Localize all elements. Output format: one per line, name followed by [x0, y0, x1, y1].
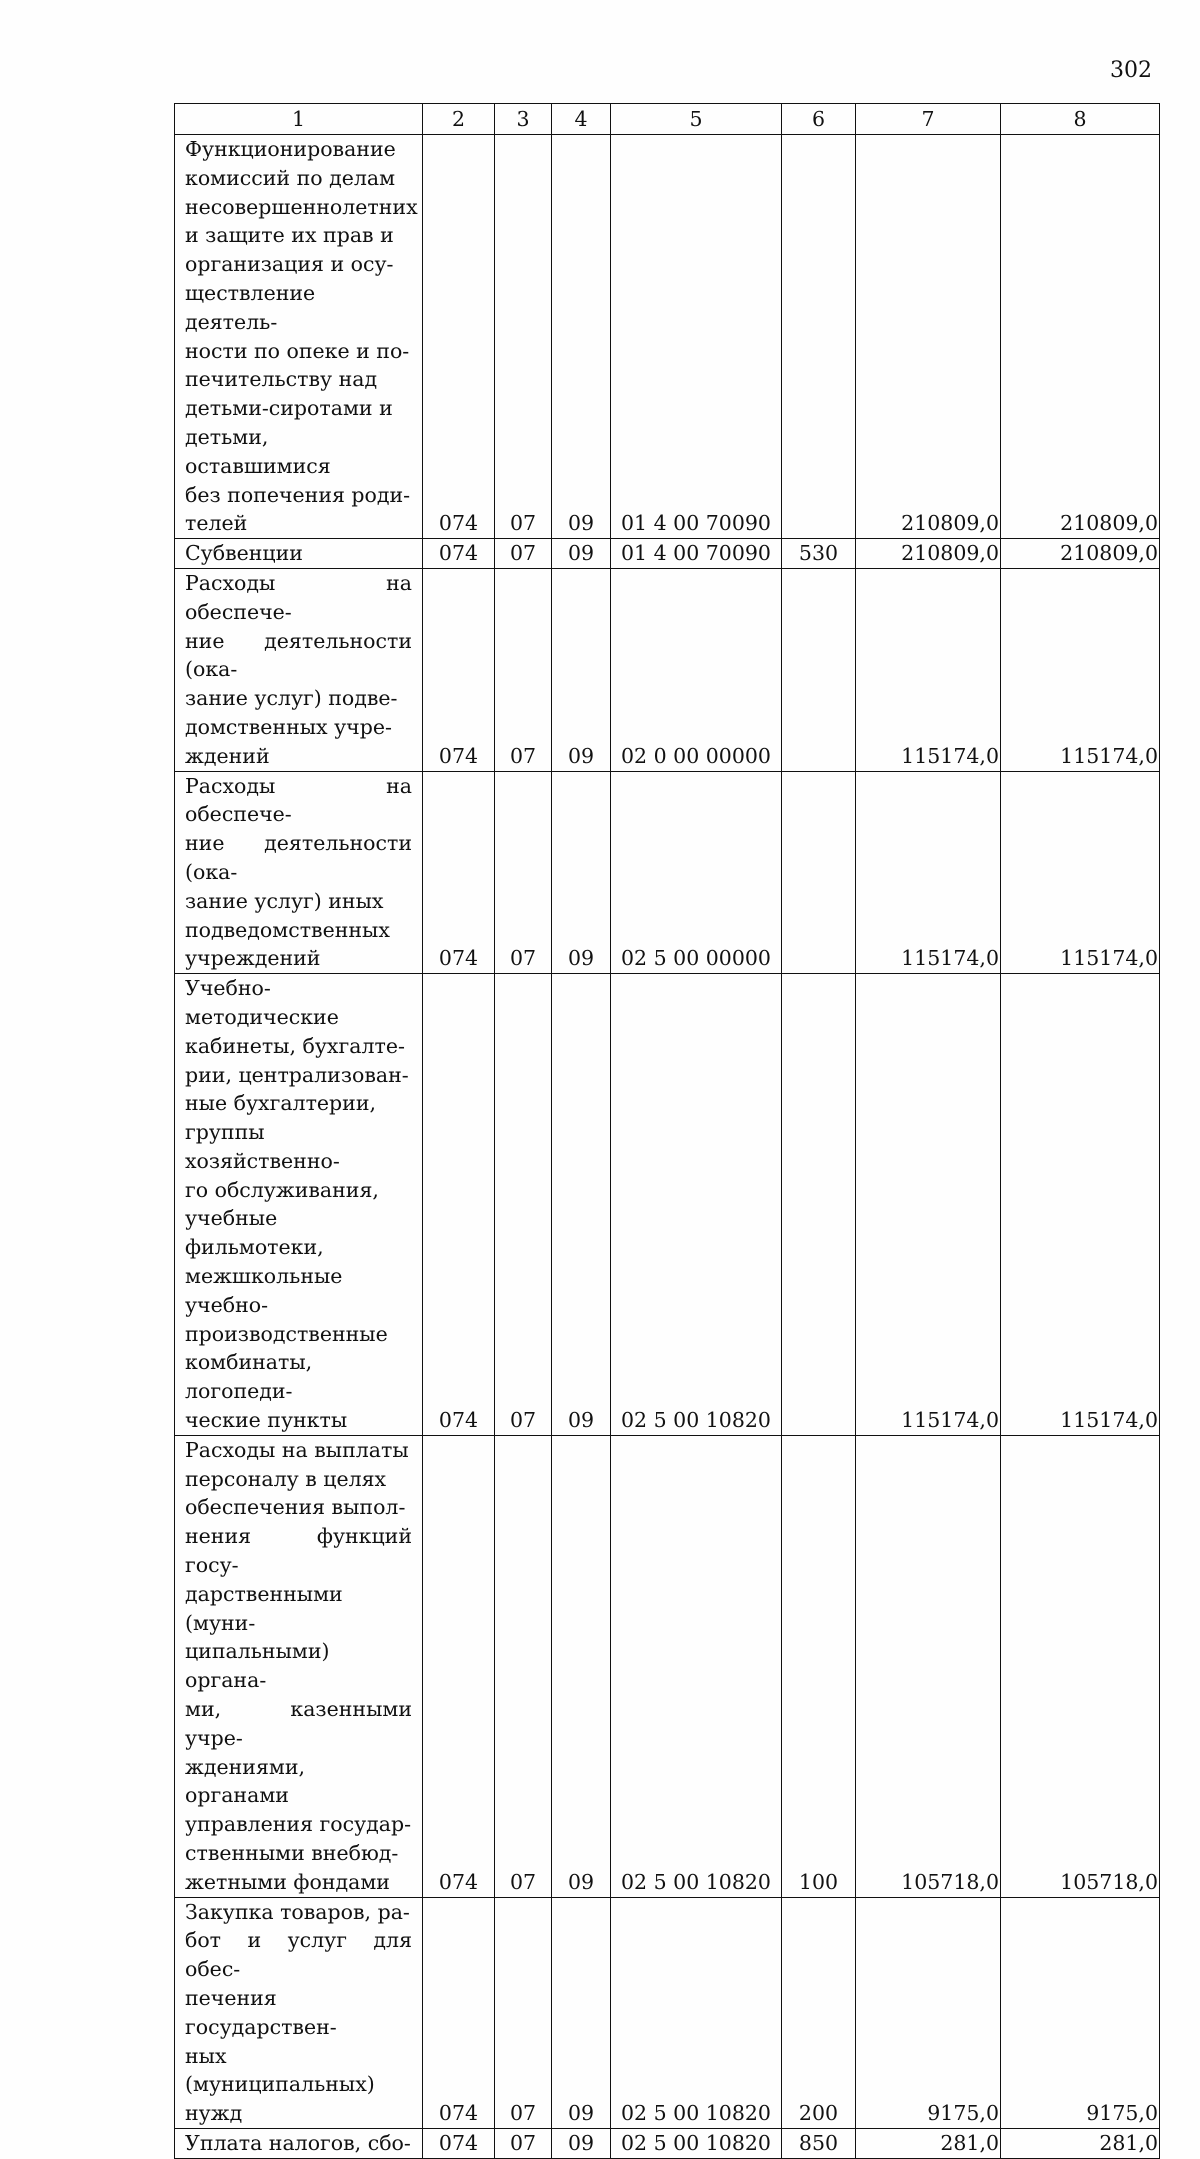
row-name-line: подведомственных — [185, 917, 390, 942]
row-name-line: организация и осу- — [185, 252, 394, 277]
target-article-cell: 02 5 00 10820 — [611, 974, 782, 1436]
subsection-cell: 09 — [552, 974, 611, 1436]
section-cell: 07 — [495, 539, 552, 569]
ved-code-cell: 074 — [423, 539, 495, 569]
row-name-line: печения государствен- — [185, 1986, 337, 2039]
page-number: 302 — [1110, 58, 1152, 83]
column-header: 2 — [423, 104, 495, 135]
section-cell: 07 — [495, 771, 552, 974]
row-name-line: бот и услуг для обес- — [185, 1928, 412, 1982]
table-row — [175, 1435, 1160, 1897]
target-article-cell: 01 4 00 70090 — [611, 135, 782, 539]
amount-cell-8: 281,0 — [1001, 2128, 1160, 2158]
subsection-cell: 09 — [552, 2128, 611, 2158]
table-body — [175, 104, 1160, 2159]
row-name-line: межшкольные учебно- — [185, 1264, 343, 1317]
row-name-line: нужд — [185, 2101, 243, 2126]
subsection-cell: 09 — [552, 1897, 611, 2128]
row-name-line: жетными фондами — [185, 1869, 390, 1894]
column-header: 7 — [856, 104, 1001, 135]
row-name-line: ждениями, органами — [185, 1754, 305, 1808]
row-name-line: персоналу в целях — [185, 1466, 387, 1491]
row-name-line: ных (муниципальных) — [185, 2043, 375, 2097]
row-name — [175, 2128, 423, 2158]
column-header: 8 — [1001, 104, 1160, 135]
row-name-line: учебные фильмотеки, — [185, 1206, 324, 1260]
row-name-line: печительству над — [185, 367, 378, 392]
row-name-line: управления государ- — [185, 1812, 412, 1837]
expense-type-cell: 100 — [782, 1435, 856, 1897]
amount-cell-8: 210809,0 — [1001, 135, 1160, 539]
row-name-line: ние деятельности (ока- — [185, 628, 412, 682]
row-name-line: производственные — [185, 1321, 388, 1346]
amount-cell-7: 9175,0 — [856, 1897, 1001, 2128]
row-name — [175, 568, 423, 771]
row-name-line: рии, централизован- — [185, 1062, 409, 1087]
row-name-line: ществление деятель- — [185, 280, 316, 334]
section-cell: 07 — [495, 135, 552, 539]
section-cell: 07 — [495, 974, 552, 1436]
row-name-line: комбинаты, логопеди- — [185, 1350, 313, 1404]
row-name-line: Уплата налогов, сбо- — [185, 2130, 411, 2155]
row-name — [175, 974, 423, 1436]
budget-table — [174, 103, 1160, 2159]
column-header: 3 — [495, 104, 552, 135]
subsection-cell: 09 — [552, 1435, 611, 1897]
target-article-cell: 02 5 00 10820 — [611, 1435, 782, 1897]
row-name-line: несовершеннолетних — [185, 194, 418, 219]
amount-cell-7: 115174,0 — [856, 974, 1001, 1436]
amount-cell-7: 210809,0 — [856, 539, 1001, 569]
row-name-line: Расходы на выплаты — [185, 1437, 409, 1462]
row-name-line: детьми, оставшимися — [185, 424, 331, 478]
ved-code-cell: 074 — [423, 2128, 495, 2158]
target-article-cell: 02 5 00 10820 — [611, 1897, 782, 2128]
row-name — [175, 1897, 423, 2128]
amount-cell-7: 281,0 — [856, 2128, 1001, 2158]
section-cell: 07 — [495, 1435, 552, 1897]
expense-type-cell — [782, 974, 856, 1436]
section-cell: 07 — [495, 2128, 552, 2158]
row-name-line: кабинеты, бухгалте- — [185, 1033, 405, 1058]
row-name-line: без попечения роди- — [185, 482, 411, 507]
row-name-line: Закупка товаров, ра- — [185, 1899, 410, 1924]
header-row — [175, 104, 1160, 135]
amount-cell-7: 105718,0 — [856, 1435, 1001, 1897]
ved-code-cell: 074 — [423, 974, 495, 1436]
amount-cell-7: 210809,0 — [856, 135, 1001, 539]
row-name-line: обеспечения выпол- — [185, 1495, 406, 1520]
row-name-line: учреждений — [185, 946, 321, 971]
ved-code-cell: 074 — [423, 771, 495, 974]
expense-type-cell — [782, 135, 856, 539]
target-article-cell: 02 5 00 10820 — [611, 2128, 782, 2158]
section-cell: 07 — [495, 1897, 552, 2128]
amount-cell-7: 115174,0 — [856, 568, 1001, 771]
row-name-line: ми, казенными учре- — [185, 1697, 412, 1750]
table-row — [175, 135, 1160, 539]
row-name — [175, 1435, 423, 1897]
column-header: 5 — [611, 104, 782, 135]
amount-cell-8: 115174,0 — [1001, 771, 1160, 974]
row-name-line: зание услуг) иных — [185, 888, 384, 913]
section-cell: 07 — [495, 568, 552, 771]
amount-cell-8: 115174,0 — [1001, 974, 1160, 1436]
amount-cell-8: 105718,0 — [1001, 1435, 1160, 1897]
row-name-line: домственных учре- — [185, 714, 392, 739]
amount-cell-8: 115174,0 — [1001, 568, 1160, 771]
row-name — [175, 771, 423, 974]
row-name-line: ственными внебюд- — [185, 1841, 399, 1866]
ved-code-cell: 074 — [423, 568, 495, 771]
row-name-line: го обслуживания, — [185, 1177, 379, 1202]
subsection-cell: 09 — [552, 771, 611, 974]
amount-cell-8: 9175,0 — [1001, 1897, 1160, 2128]
row-name-line: ние деятельности (ока- — [185, 831, 412, 884]
row-name-line: Учебно-методические — [185, 976, 339, 1029]
expense-type-cell: 530 — [782, 539, 856, 569]
row-name-line: детьми-сиротами и — [185, 396, 393, 421]
column-header: 6 — [782, 104, 856, 135]
row-name-line: Расходы на обеспече- — [185, 773, 412, 827]
subsection-cell: 09 — [552, 135, 611, 539]
target-article-cell: 02 5 00 00000 — [611, 771, 782, 974]
row-name — [175, 135, 423, 539]
row-name-line: Функционирование — [185, 137, 396, 161]
row-name-line: ципальными) органа- — [185, 1639, 330, 1693]
row-name-line: телей — [185, 511, 248, 536]
row-name-line: ждений — [185, 743, 270, 768]
column-header: 1 — [175, 104, 423, 135]
row-name-line: комиссий по делам — [185, 165, 396, 190]
subsection-cell: 09 — [552, 539, 611, 569]
target-article-cell: 01 4 00 70090 — [611, 539, 782, 569]
table-row — [175, 539, 1160, 569]
table-row — [175, 1897, 1160, 2128]
row-name-line: Субвенции — [185, 541, 303, 566]
ved-code-cell: 074 — [423, 1897, 495, 2128]
expense-type-cell — [782, 568, 856, 771]
row-name — [175, 539, 423, 569]
row-name-line: Расходы на обеспече- — [185, 570, 412, 624]
expense-type-cell: 200 — [782, 1897, 856, 2128]
column-header: 4 — [552, 104, 611, 135]
row-name-line: ности по опеке и по- — [185, 338, 410, 363]
row-name-line: группы хозяйственно- — [185, 1120, 340, 1173]
row-name-line: ные бухгалтерии, — [185, 1091, 377, 1116]
ved-code-cell: 074 — [423, 1435, 495, 1897]
row-name-line: дарственными (муни- — [185, 1581, 343, 1635]
table-row — [175, 568, 1160, 771]
amount-cell-8: 210809,0 — [1001, 539, 1160, 569]
expense-type-cell — [782, 771, 856, 974]
row-name-line: нения функций госу- — [185, 1524, 412, 1578]
ved-code-cell: 074 — [423, 135, 495, 539]
target-article-cell: 02 0 00 00000 — [611, 568, 782, 771]
table-row — [175, 771, 1160, 974]
amount-cell-7: 115174,0 — [856, 771, 1001, 974]
row-name-line: зание услуг) подве- — [185, 686, 398, 711]
table-row — [175, 974, 1160, 1436]
table-row — [175, 2128, 1160, 2158]
row-name-line: и защите их прав и — [185, 223, 394, 248]
subsection-cell: 09 — [552, 568, 611, 771]
row-name-line: ческие пункты — [185, 1408, 348, 1433]
expense-type-cell: 850 — [782, 2128, 856, 2158]
